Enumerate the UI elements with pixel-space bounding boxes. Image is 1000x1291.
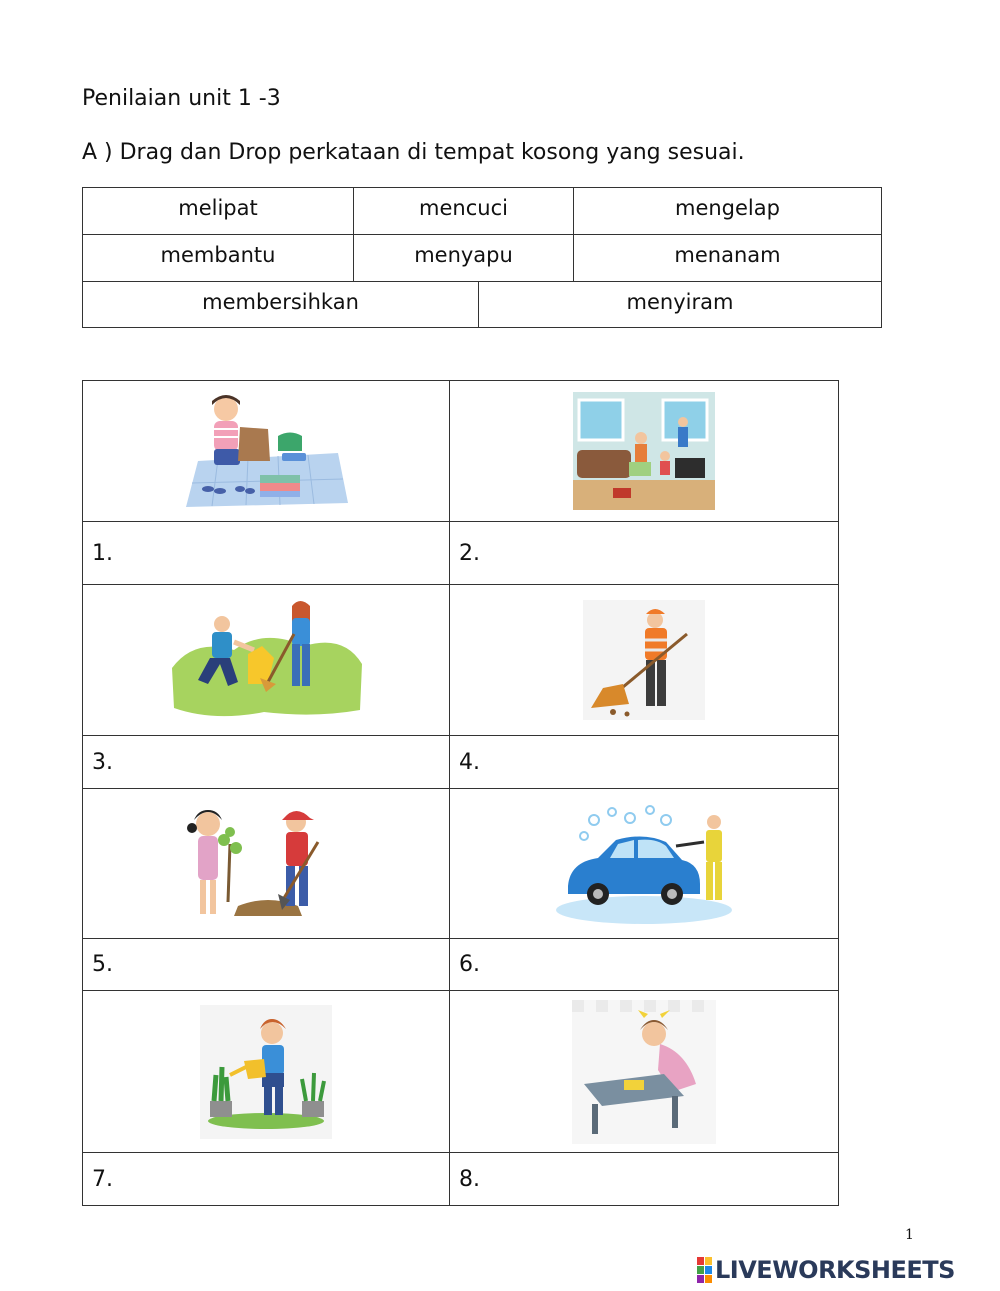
- picture-cell: [450, 789, 838, 938]
- word-tile-menyapu[interactable]: menyapu: [354, 235, 574, 281]
- picture-cell: [450, 585, 838, 735]
- answer-number: 3.: [92, 749, 113, 775]
- folding-clothes-icon: [178, 391, 354, 511]
- word-tile-membantu[interactable]: membantu: [83, 235, 354, 281]
- answer-number: 7.: [92, 1167, 113, 1192]
- page-title: Penilaian unit 1 -3: [82, 86, 281, 111]
- drop-zone-8[interactable]: [490, 1161, 828, 1198]
- drop-zone-3[interactable]: [123, 744, 439, 780]
- answer-cell-5: [83, 939, 450, 990]
- drop-zone-2[interactable]: [490, 531, 828, 574]
- answer-cell-6: [450, 939, 838, 990]
- wiping-table-icon: [572, 1000, 716, 1144]
- word-bank: [82, 187, 882, 328]
- answer-cell-7: [83, 1153, 450, 1206]
- picture-row: [83, 991, 838, 1153]
- answer-row: [83, 939, 838, 991]
- answer-number: 8.: [459, 1167, 480, 1192]
- answer-number: 6.: [459, 952, 480, 977]
- picture-cell: [83, 991, 450, 1152]
- sweeping-icon: [583, 600, 705, 720]
- logo-blocks-icon: [697, 1257, 712, 1283]
- picture-cell: [83, 381, 450, 521]
- answer-number: 2.: [459, 540, 480, 566]
- word-bank-row: [83, 282, 881, 328]
- answer-cell-4: [450, 736, 838, 788]
- picture-cell: [450, 991, 838, 1152]
- word-tile-membersihkan[interactable]: membersihkan: [83, 282, 479, 328]
- watering-plants-icon: [200, 1005, 332, 1139]
- picture-row: [83, 789, 838, 939]
- drop-zone-4[interactable]: [490, 744, 828, 780]
- brand-name: LIVEWORKSHEETS: [715, 1256, 955, 1284]
- answer-number: 1.: [92, 540, 113, 566]
- planting-tree-icon: [178, 802, 354, 926]
- answer-number: 4.: [459, 749, 480, 775]
- picture-row: [83, 585, 838, 736]
- drop-zone-7[interactable]: [123, 1161, 439, 1198]
- word-tile-melipat[interactable]: melipat: [83, 188, 354, 234]
- answer-cell-8: [450, 1153, 838, 1206]
- word-bank-row: [83, 235, 881, 282]
- cleaning-house-icon: [573, 392, 715, 510]
- picture-cell: [83, 585, 450, 735]
- drop-zone-6[interactable]: [490, 947, 828, 983]
- answer-row: [83, 736, 838, 789]
- answer-row: [83, 522, 838, 585]
- answer-number: 5.: [92, 952, 113, 977]
- cleaning-park-icon: [164, 598, 368, 722]
- exercise-grid: [82, 380, 839, 1206]
- instruction-text: A ) Drag dan Drop perkataan di tempat kosong yang sesuai.: [82, 140, 745, 165]
- answer-row: [83, 1153, 838, 1206]
- word-tile-mengelap[interactable]: mengelap: [675, 196, 780, 220]
- drop-zone-5[interactable]: [123, 947, 439, 983]
- picture-cell: [83, 789, 450, 938]
- drop-zone-1[interactable]: [123, 531, 439, 574]
- picture-row: [83, 381, 838, 522]
- answer-cell-1: [83, 522, 450, 584]
- liveworksheets-logo[interactable]: [697, 1256, 955, 1284]
- answer-cell-2: [450, 522, 838, 584]
- word-tile-mencuci[interactable]: mencuci: [354, 188, 574, 234]
- washing-car-icon: [554, 802, 734, 926]
- word-tile-menyiram[interactable]: menyiram: [626, 290, 734, 314]
- answer-cell-3: [83, 736, 450, 788]
- picture-cell: [450, 381, 838, 521]
- word-bank-row: [83, 188, 881, 235]
- word-tile-menanam[interactable]: menanam: [674, 243, 781, 267]
- page-number: 1: [905, 1227, 914, 1243]
